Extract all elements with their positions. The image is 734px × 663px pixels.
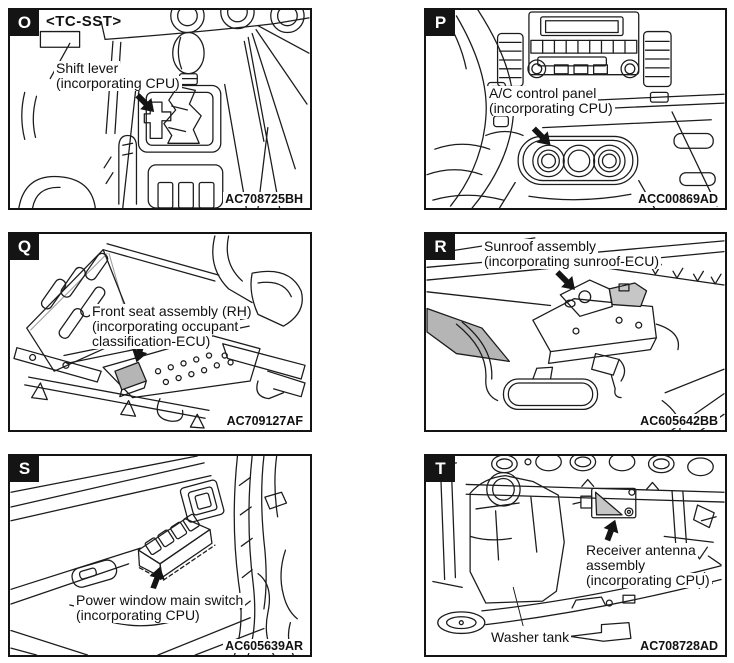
figure-code: AC708728AD bbox=[640, 639, 718, 653]
callout-line: (incorporating CPU) bbox=[56, 75, 180, 91]
panel-letter-badge: O bbox=[10, 10, 39, 36]
washer-tank-callout bbox=[489, 630, 571, 645]
component-callout bbox=[482, 239, 661, 269]
figure-panel-s bbox=[8, 454, 312, 657]
figure-code: AC708725BH bbox=[225, 192, 303, 206]
panel-letter-badge: R bbox=[426, 234, 455, 260]
callout-line: (incorporating occupant bbox=[92, 318, 239, 334]
pointer-arrow bbox=[555, 270, 575, 290]
callout-line: (incorporating CPU) bbox=[489, 100, 613, 116]
callout-line: Power window main switch bbox=[76, 592, 244, 608]
panel-letter-badge: S bbox=[10, 456, 39, 482]
component-callout bbox=[90, 304, 253, 349]
pointer-arrow bbox=[604, 520, 619, 542]
component-callout bbox=[487, 86, 615, 116]
callout-line: Sunroof assembly bbox=[484, 238, 597, 254]
callout-line: Shift lever bbox=[56, 60, 119, 76]
callout-line: (incorporating CPU) bbox=[586, 572, 710, 588]
figure-panel-o bbox=[8, 8, 312, 210]
figure-panel-p bbox=[424, 8, 727, 210]
figure-code: AC605639AR bbox=[225, 639, 303, 653]
figure-panel-q bbox=[8, 232, 312, 432]
callout-line: Washer tank bbox=[491, 629, 570, 645]
occupant-classification-ecu bbox=[115, 362, 146, 389]
figure-code: AC605642BB bbox=[640, 414, 718, 428]
panel-letter-badge: T bbox=[426, 456, 455, 482]
callout-line: Receiver antenna bbox=[586, 542, 696, 558]
figure-panel-r bbox=[424, 232, 727, 432]
variant-tag: <TC-SST> bbox=[46, 13, 122, 30]
component-callout bbox=[74, 593, 245, 623]
panel-letter-badge: Q bbox=[10, 234, 39, 260]
callout-line: classification-ECU) bbox=[92, 333, 211, 349]
figure-panel-t bbox=[424, 454, 727, 657]
callout-line: assembly bbox=[586, 557, 646, 573]
callout-line: (incorporating CPU) bbox=[76, 607, 200, 623]
pointer-arrow bbox=[150, 567, 165, 589]
figure-code: ACC00869AD bbox=[638, 192, 718, 206]
component-callout bbox=[54, 61, 182, 91]
callout-line: Front seat assembly (RH) bbox=[92, 303, 252, 319]
figure-code: AC709127AF bbox=[226, 414, 303, 428]
callout-line: (incorporating sunroof-ECU) bbox=[484, 253, 660, 269]
power-window-switch-illustration bbox=[10, 456, 310, 655]
callout-line: A/C control panel bbox=[489, 85, 597, 101]
shift-lever-illustration bbox=[10, 10, 310, 208]
panel-letter-badge: P bbox=[426, 10, 455, 36]
component-callout bbox=[584, 543, 712, 588]
